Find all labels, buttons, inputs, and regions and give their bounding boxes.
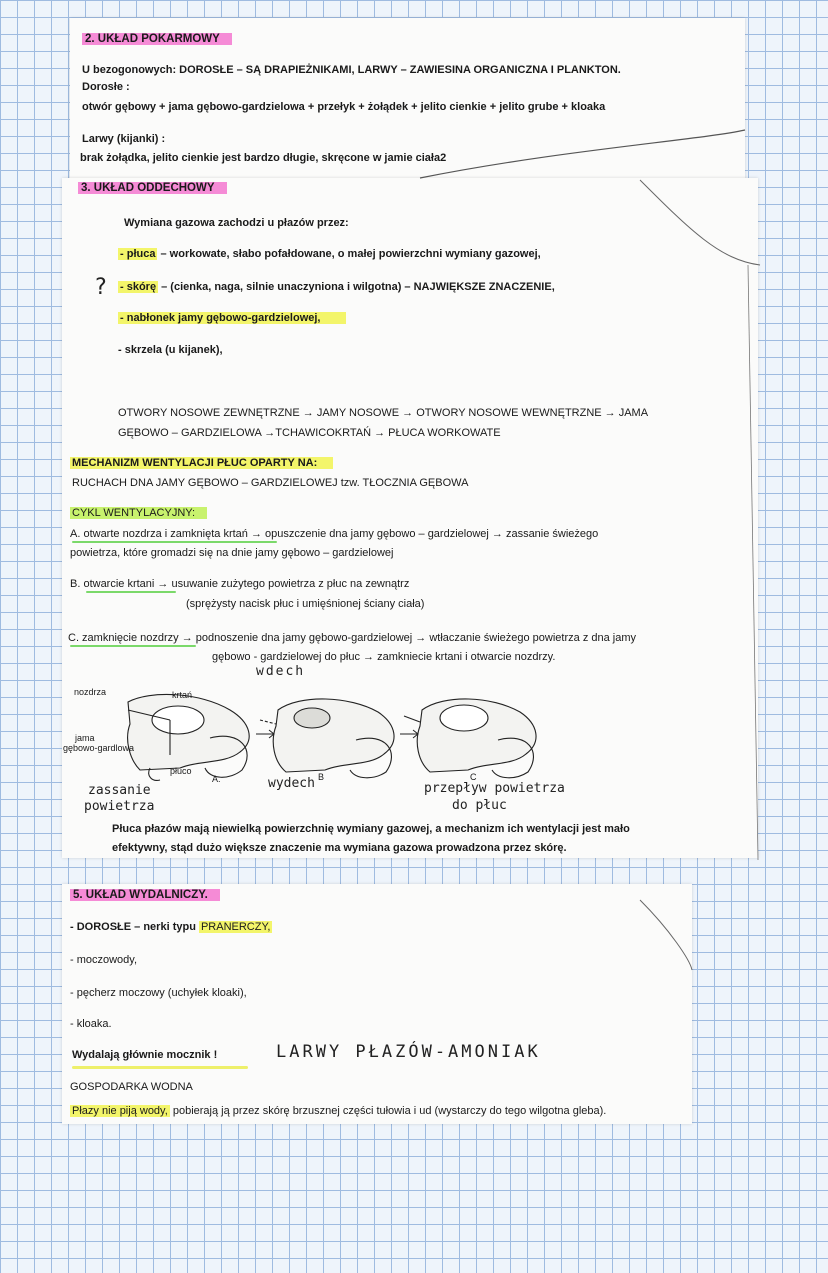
cycle-b-line2: (sprężysty nacisk płuc i umięśnionej ściany ciała) (186, 598, 425, 610)
section2-larvae-label: Larwy (kijanki) : (82, 133, 166, 145)
mechanism-heading: MECHANIZM WENTYLACJI PŁUC OPARTY NA: (70, 456, 333, 470)
section5-item-ureters: - moczowody, (70, 954, 138, 966)
fig-label-pluco: płuco (170, 766, 192, 776)
section2-larvae-text: brak żołądka, jelito cienkie jest bardzo długie, skręcone w jamie ciała2 (80, 152, 447, 164)
cycle-c-line2: gębowo - gardzielowej do płuc → zamkniecie krtani i otwarcie nozdrzy. (212, 651, 556, 663)
underline-a (72, 541, 277, 543)
arrow-2 (400, 730, 418, 738)
section5-item-bladder: - pęcherz moczowy (uchyłek kloaki), (70, 987, 247, 999)
cycle-a-line2: powietrza, które gromadzi się na dnie jamy gębowo – gardzielowej (70, 547, 394, 559)
section3-item-lungs: - płuca – workowate, słabo pofałdowane, o małej powierzchni wymiany gazowej, (120, 248, 541, 260)
section2-adults-label: Dorosłe : (82, 81, 130, 93)
hand-zassanie: zassanie (88, 783, 151, 798)
hand-wydech: wydech (268, 776, 315, 791)
water-heading: GOSPODARKA WODNA (70, 1081, 193, 1093)
fig-label-nozdrza: nozdrza (74, 687, 107, 697)
frog-b (260, 699, 394, 778)
section3-item-skin: - skórę – (cienka, naga, silnie unaczyniona i wilgotna) – NAJWIĘKSZE ZNACZENIE, (120, 281, 555, 293)
hand-wdech: wdech (256, 664, 306, 679)
hand-przeplyw: przepływ powietrza (424, 781, 565, 796)
underline-b (86, 591, 176, 593)
underline-main (72, 1066, 248, 1069)
section5-item-adults: - DOROSŁE – nerki typu PRANERCZY, (70, 921, 271, 933)
fig-label-jama-2: gębowo-gardlowa (63, 743, 135, 753)
section5-heading: 5. UKŁAD WYDALNICZY. (70, 888, 220, 902)
water-text: Płazy nie piją wody, pobierają ją przez skórę brzusznej części tułowia i ud (wystarczy do tego wilgotna gleba). (72, 1105, 607, 1117)
cycle-a-line1: A. otwarte nozdrza i zamknięta krtań → opuszczenie dna jamy gębowo – gardzielowej → zassanie świeżego (70, 528, 599, 540)
cycle-c-line1: C. zamknięcie nozdrzy → podnoszenie dna jamy gębowo-gardzielowej → wtłaczanie świeżego powietrza z dna jamy (68, 632, 637, 644)
hand-question-mark: ? (94, 275, 108, 300)
section5-item-cloaca: - kloaka. (70, 1018, 112, 1030)
section3-flow2: GĘBOWO – GARDZIELOWA →TCHAWICOKRTAŃ → PŁUCA WORKOWATE (118, 427, 501, 439)
section3-item-gills: - skrzela (u kijanek), (118, 344, 223, 356)
frog-ventilation-diagram (60, 680, 560, 790)
cycle-b-line1: B. otwarcie krtani → usuwanie zużytego powietrza z płuc na zewnątrz (70, 578, 410, 590)
summary-line1: Płuca płazów mają niewielką powierzchnię wymiany gazowej, a mechanizm ich wentylacji jest mało (112, 823, 630, 835)
fig-label-jama: jama (75, 733, 95, 743)
cycle-heading: CYKL WENTYLACYJNY: (70, 506, 207, 520)
summary-line2: efektywny, stąd dużo większe znaczenie ma wymiana gazowa prowadzona przez skórę. (112, 842, 567, 854)
underline-c (70, 645, 196, 647)
fig-label-a: A. (212, 774, 221, 784)
fig-label-krtan: krtań (172, 690, 193, 700)
frog-c (404, 699, 536, 778)
arrow-1 (256, 730, 274, 738)
mechanism-text: RUCHACH DNA JAMY GĘBOWO – GARDZIELOWEJ tzw. TŁOCZNIA GĘBOWA (72, 477, 469, 489)
section3-item-epithelium: - nabłonek jamy gębowo-gardzielowej, (118, 311, 346, 325)
hand-powietrza: powietrza (84, 799, 155, 814)
hand-do-pluc: do płuc (452, 798, 507, 813)
section5-main: Wydalają głównie mocznik ! (72, 1049, 218, 1061)
hand-larvae-ammonia: LARWY PŁAZÓW-AMONIAK (276, 1042, 541, 1062)
section2-adults-text: otwór gębowy + jama gębowo-gardzielowa + przełyk + żołądek + jelito cienkie + jelito grube + kloaka (82, 101, 606, 113)
section3-heading: 3. UKŁAD ODDECHOWY (78, 181, 227, 195)
fig-label-c: C (470, 772, 477, 782)
fig-label-b: B (318, 772, 325, 782)
section3-intro: Wymiana gazowa zachodzi u płazów przez: (124, 217, 349, 229)
section2-line1: U bezogonowych: DOROSŁE – SĄ DRAPIEŻNIKAMI, LARWY – ZAWIESINA ORGANICZNA I PLANKTON. (82, 64, 621, 76)
section2-heading: 2. UKŁAD POKARMOWY (82, 32, 232, 46)
section3-flow1: OTWORY NOSOWE ZEWNĘTRZNE → JAMY NOSOWE → OTWORY NOSOWE WEWNĘTRZNE → JAMA (118, 407, 649, 419)
